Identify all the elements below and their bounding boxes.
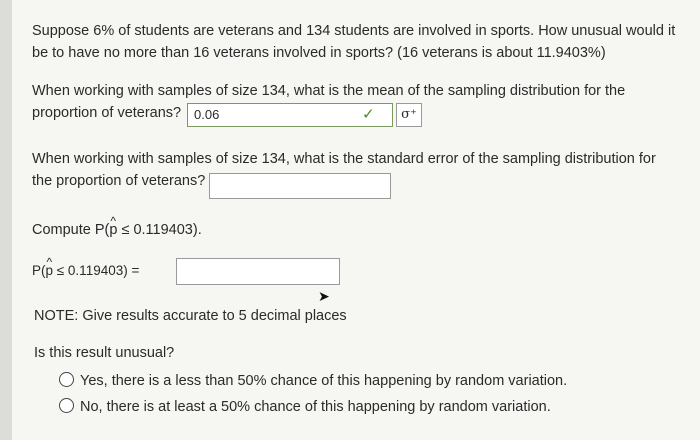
problem-line-1: Suppose 6% of students are veterans and 134 students are involved in sports. How unusual would it — [32, 23, 676, 39]
stderr-answer-input[interactable] — [209, 173, 391, 199]
problem-statement — [32, 20, 675, 64]
correct-check-icon: ✓ — [362, 106, 375, 123]
compute-prefix: Compute P( — [32, 222, 110, 238]
probability-label — [32, 260, 139, 282]
stderr-question-line-2: the proportion of veterans? — [32, 173, 206, 189]
option-no-label: No, there is at least a 50% chance of this happening by random variation. — [80, 399, 551, 415]
mean-question-line-1: When working with samples of size 134, what is the mean of the sampling distribution for the — [32, 83, 626, 99]
option-no[interactable] — [59, 396, 551, 418]
option-yes[interactable] — [59, 370, 567, 392]
mean-question-line-2: proportion of veterans? — [32, 105, 182, 121]
probability-prefix: P( — [32, 263, 46, 278]
question-page — [12, 0, 700, 440]
note-text: NOTE: Give results accurate to 5 decimal places — [34, 308, 347, 324]
stderr-question-line-1: When working with samples of size 134, what is the standard error of the sampling distribution for — [32, 151, 656, 167]
mean-answer-value: 0.06 — [194, 107, 220, 122]
option-yes-label: Yes, there is a less than 50% chance of this happening by random variation. — [80, 373, 568, 389]
option-no-radio[interactable] — [59, 398, 74, 413]
mouse-cursor-icon: ➤ — [318, 288, 330, 304]
option-yes-radio[interactable] — [59, 372, 74, 387]
unusual-question: Is this result unusual? — [34, 345, 175, 361]
p-hat-symbol: ^ p — [109, 219, 117, 241]
probability-suffix: ≤ 0.119403) = — [53, 263, 140, 278]
probability-answer-input[interactable] — [176, 258, 340, 285]
compute-prompt — [32, 219, 202, 241]
problem-line-2: be to have no more than 16 veterans involved in sports? (16 veterans is about 11.9403%) — [32, 45, 606, 61]
sigma-icon[interactable]: σ⁺ — [396, 103, 422, 127]
p-hat-symbol-2: ^ p — [46, 260, 54, 282]
compute-suffix: ≤ 0.119403). — [117, 222, 202, 238]
